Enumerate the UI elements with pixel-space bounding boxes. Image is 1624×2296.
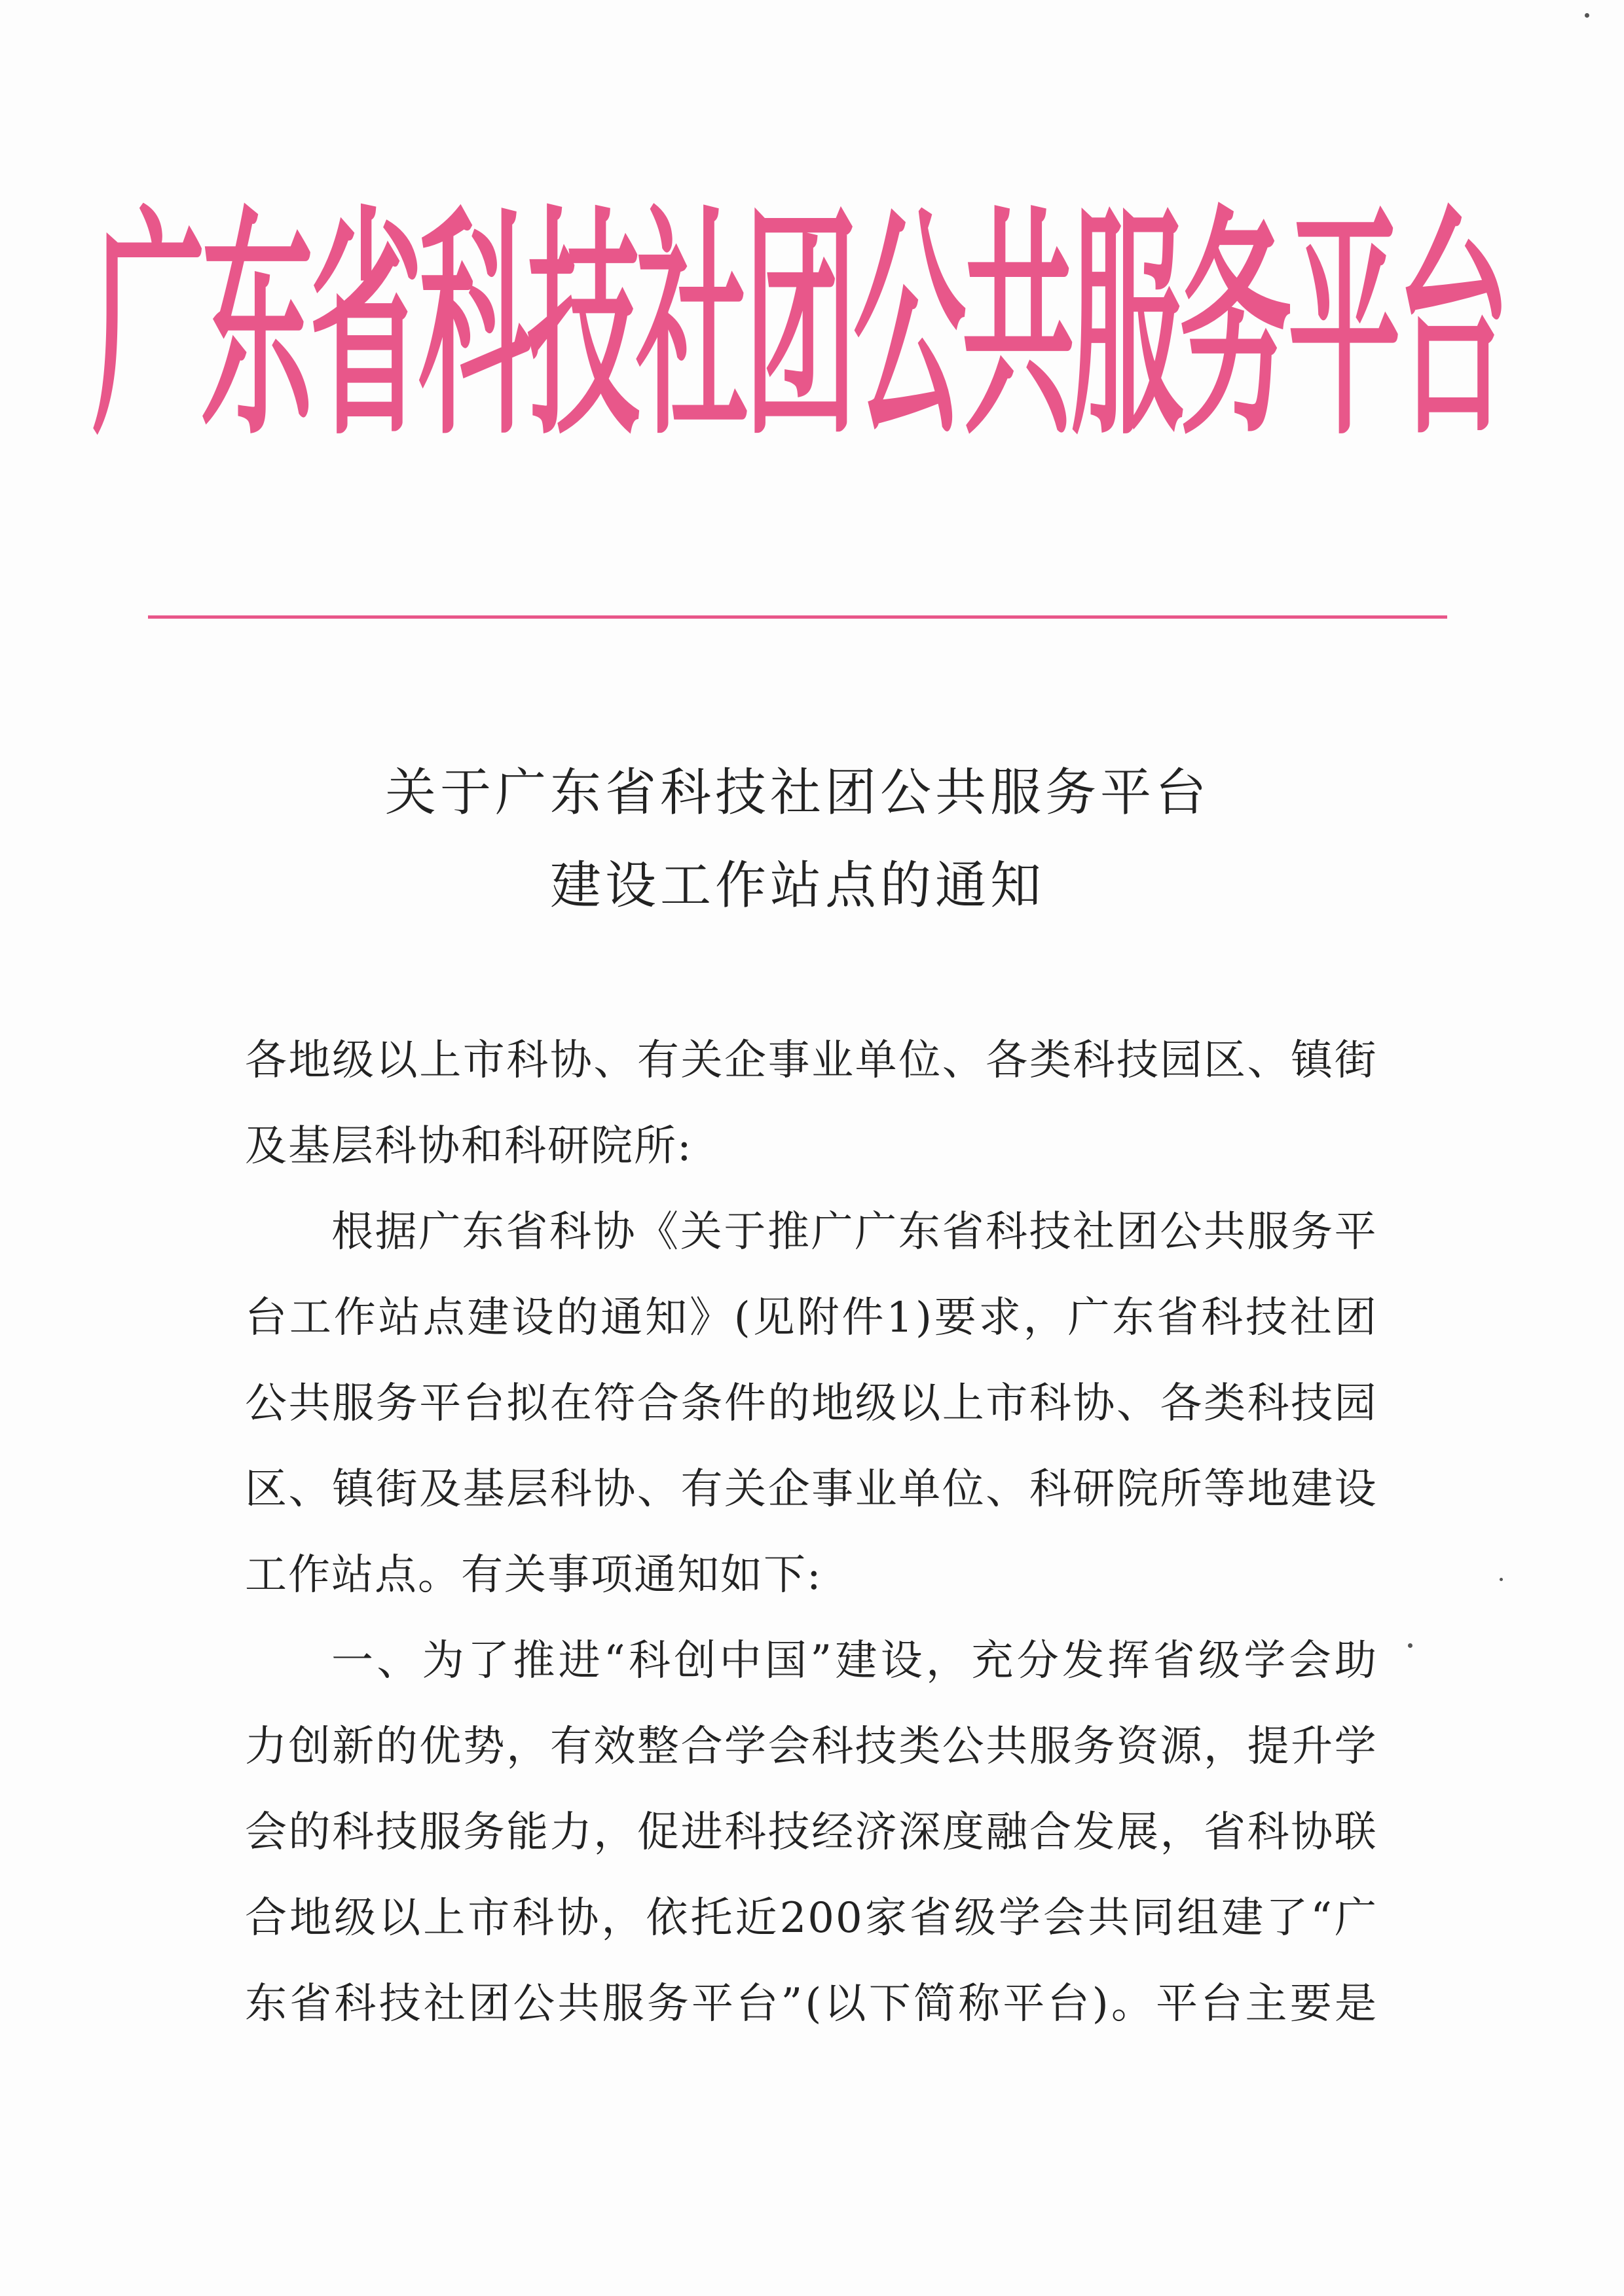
paragraph-1-line-1: 根 据 广 东 省 科 协 《 关 于 推 广 广 东 省 科 技 社 团 公 共 服 务 平 [331,1208,1378,1256]
scan-speck [1500,1578,1503,1581]
paragraph-2-line-5: 东 省 科 技 社 团 公 共 服 务 平 台 ” ( 以 下 简 称 平 台 ) 。 平 台 主 要 是 [245,1980,1378,2028]
paragraph-1-line-2: 台 工 作 站 点 建 设 的 通 知 》 ( 见 附 件 1 ) 要 求 ， 广 东 省 科 技 社 团 [245,1294,1378,1342]
letterhead-org-name: 广东省科技社团公共服务平台 [92,185,1505,468]
scan-speck [1408,1643,1412,1648]
paragraph-2-line-3: 会 的 科 技 服 务 能 力 ， 促 进 科 技 经 济 深 度 融 合 发 展 ， 省 科 协 联 [245,1808,1378,1857]
letterhead-divider [148,615,1447,619]
scan-speck [1585,13,1589,18]
paragraph-1-line-3: 公 共 服 务 平 台 拟 在 符 合 条 件 的 地 级 以 上 市 科 协 、 各 类 科 技 园 [245,1379,1378,1428]
notice-title-line-2: 建设工作站点的通知 [549,856,1045,915]
notice-title-line-1: 关于广东省科技社团公共服务平台 [384,763,1210,822]
paragraph-1-line-5: 工作站点。有关事项通知如下: [245,1551,822,1599]
salutation-line-2: 及基层科协和科研院所: [245,1122,693,1171]
salutation-line-1: 各 地 级 以 上 市 科 协 、 有 关 企 事 业 单 位 、 各 类 科 技 园 区 、 镇 街 [245,1036,1378,1085]
paragraph-1-line-4: 区 、 镇 街 及 基 层 科 协 、 有 关 企 事 业 单 位 、 科 研 院 所 等 地 建 设 [245,1465,1378,1514]
notice-body [245,1018,1378,2047]
paragraph-2-line-1: 一 、 为 了 推 进 “ 科 创 中 国 ” 建 设 ， 充 分 发 挥 省 级 学 会 助 [331,1637,1378,1685]
paragraph-2-line-4: 合 地 级 以 上 市 科 协 ， 依 托 近 200 家 省 级 学 会 共 同 组 建 了 “ 广 [245,1894,1378,1942]
notice-title [148,746,1447,932]
paragraph-2-line-2: 力 创 新 的 优 势 ， 有 效 整 合 学 会 科 技 类 公 共 服 务 资 源 ， 提 升 学 [245,1722,1378,1771]
letterhead [92,177,1505,478]
